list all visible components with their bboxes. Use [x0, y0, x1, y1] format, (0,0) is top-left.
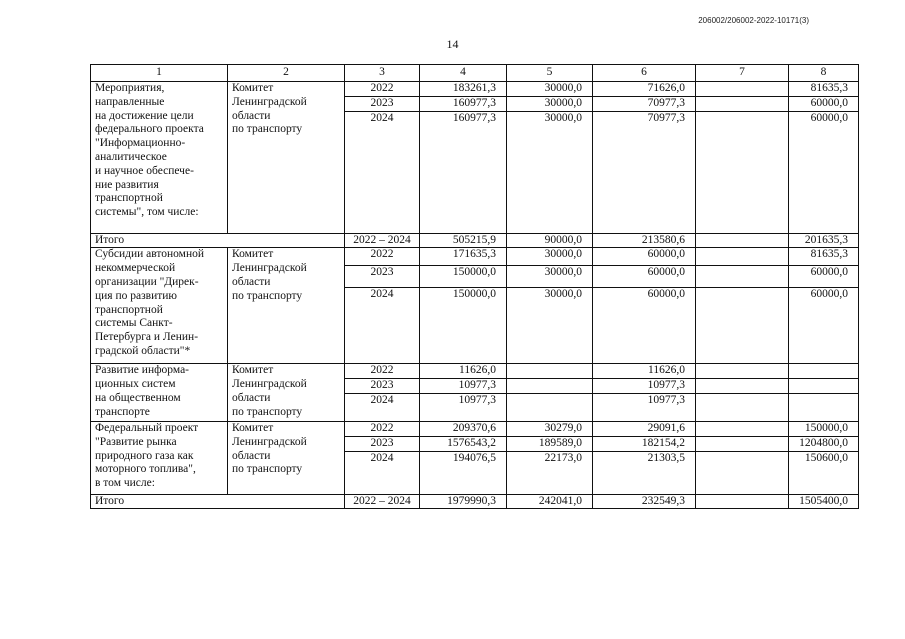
regional-cell: 70977,3: [593, 111, 696, 233]
regional-cell: 71626,0: [593, 82, 696, 97]
other-cell: 81635,3: [789, 248, 859, 266]
other-cell: [789, 364, 859, 379]
local-cell: [696, 421, 789, 436]
measure-name: Субсидии автономной некоммерческой организации "Дирек- ция по развитию транспортной системы Санкт- Петербурга и Ленин- градской области"*: [91, 248, 228, 364]
column-header: 4: [420, 65, 507, 82]
local-cell: [696, 248, 789, 266]
total-cell: 505215,9: [420, 233, 507, 248]
year-cell: 2024: [345, 451, 420, 494]
responsible-org: Комитет Ленинградской области по транспорту: [228, 364, 345, 422]
local-cell: [696, 82, 789, 97]
total-cell: 11626,0: [420, 364, 507, 379]
total-row: [91, 494, 859, 509]
page-number: 14: [446, 37, 459, 51]
other-cell: 1505400,0: [789, 494, 859, 509]
column-header: 3: [345, 65, 420, 82]
federal-cell: 30279,0: [507, 421, 593, 436]
other-cell: 150000,0: [789, 421, 859, 436]
regional-cell: 21303,5: [593, 451, 696, 494]
total-cell: 160977,3: [420, 96, 507, 111]
local-cell: [696, 111, 789, 233]
regional-cell: 60000,0: [593, 248, 696, 266]
column-header: 2: [228, 65, 345, 82]
measure-name: Мероприятия, направленные на достижение цели федерального проекта "Информационно- аналитическое и научное обеспече- ние развития транспортной системы", том числе:: [91, 82, 228, 234]
year-cell: 2024: [345, 288, 420, 364]
column-header: 7: [696, 65, 789, 82]
local-cell: [696, 364, 789, 379]
total-label: Итого: [91, 494, 345, 509]
table-row: [91, 364, 859, 379]
federal-cell: 30000,0: [507, 288, 593, 364]
total-row: [91, 233, 859, 248]
other-cell: 150600,0: [789, 451, 859, 494]
period-cell: 2022 – 2024: [345, 233, 420, 248]
federal-cell: 30000,0: [507, 248, 593, 266]
regional-cell: 60000,0: [593, 288, 696, 364]
total-cell: 194076,5: [420, 451, 507, 494]
total-cell: 160977,3: [420, 111, 507, 233]
regional-cell: 232549,3: [593, 494, 696, 509]
measure-name: Развитие информа- ционных систем на общественном транспорте: [91, 364, 228, 422]
local-cell: [696, 379, 789, 394]
year-cell: 2023: [345, 266, 420, 288]
total-cell: 209370,6: [420, 421, 507, 436]
year-cell: 2022: [345, 82, 420, 97]
federal-cell: 30000,0: [507, 266, 593, 288]
total-cell: 183261,3: [420, 82, 507, 97]
other-cell: 81635,3: [789, 82, 859, 97]
year-cell: 2023: [345, 96, 420, 111]
responsible-org: Комитет Ленинградской области по транспорту: [228, 421, 345, 494]
total-cell: 1576543,2: [420, 436, 507, 451]
year-cell: 2022: [345, 421, 420, 436]
regional-cell: 11626,0: [593, 364, 696, 379]
other-cell: 1204800,0: [789, 436, 859, 451]
total-cell: 1979990,3: [420, 494, 507, 509]
local-cell: [696, 96, 789, 111]
table-row: [91, 82, 859, 97]
local-cell: [696, 494, 789, 509]
regional-cell: 60000,0: [593, 266, 696, 288]
other-cell: 60000,0: [789, 288, 859, 364]
other-cell: 60000,0: [789, 96, 859, 111]
federal-cell: 30000,0: [507, 96, 593, 111]
federal-cell: 90000,0: [507, 233, 593, 248]
total-cell: 150000,0: [420, 288, 507, 364]
column-number-row: [91, 65, 859, 82]
year-cell: 2022: [345, 248, 420, 266]
local-cell: [696, 436, 789, 451]
local-cell: [696, 233, 789, 248]
regional-cell: 10977,3: [593, 393, 696, 421]
table-row: [91, 421, 859, 436]
other-cell: 60000,0: [789, 111, 859, 233]
federal-cell: 22173,0: [507, 451, 593, 494]
regional-cell: 29091,6: [593, 421, 696, 436]
other-cell: [789, 393, 859, 421]
total-label: Итого: [91, 233, 345, 248]
local-cell: [696, 266, 789, 288]
column-header: 5: [507, 65, 593, 82]
year-cell: 2024: [345, 393, 420, 421]
federal-cell: [507, 379, 593, 394]
other-cell: 201635,3: [789, 233, 859, 248]
year-cell: 2024: [345, 111, 420, 233]
document-id: 206002/206002-2022-10171(3): [698, 16, 809, 25]
column-header: 8: [789, 65, 859, 82]
total-cell: 10977,3: [420, 393, 507, 421]
regional-cell: 10977,3: [593, 379, 696, 394]
federal-cell: 30000,0: [507, 111, 593, 233]
total-cell: 171635,3: [420, 248, 507, 266]
federal-cell: [507, 364, 593, 379]
other-cell: 60000,0: [789, 266, 859, 288]
federal-cell: [507, 393, 593, 421]
budget-table: [90, 64, 859, 509]
federal-cell: 242041,0: [507, 494, 593, 509]
measure-name: Федеральный проект "Развитие рынка природного газа как моторного топлива", в том числе:: [91, 421, 228, 494]
column-header: 6: [593, 65, 696, 82]
local-cell: [696, 393, 789, 421]
year-cell: 2022: [345, 364, 420, 379]
period-cell: 2022 – 2024: [345, 494, 420, 509]
total-cell: 150000,0: [420, 266, 507, 288]
federal-cell: 30000,0: [507, 82, 593, 97]
federal-cell: 189589,0: [507, 436, 593, 451]
regional-cell: 70977,3: [593, 96, 696, 111]
other-cell: [789, 379, 859, 394]
local-cell: [696, 288, 789, 364]
column-header: 1: [91, 65, 228, 82]
year-cell: 2023: [345, 379, 420, 394]
regional-cell: 213580,6: [593, 233, 696, 248]
regional-cell: 182154,2: [593, 436, 696, 451]
responsible-org: Комитет Ленинградской области по транспорту: [228, 248, 345, 364]
responsible-org: Комитет Ленинградской области по транспорту: [228, 82, 345, 234]
year-cell: 2023: [345, 436, 420, 451]
total-cell: 10977,3: [420, 379, 507, 394]
table-row: [91, 248, 859, 266]
local-cell: [696, 451, 789, 494]
